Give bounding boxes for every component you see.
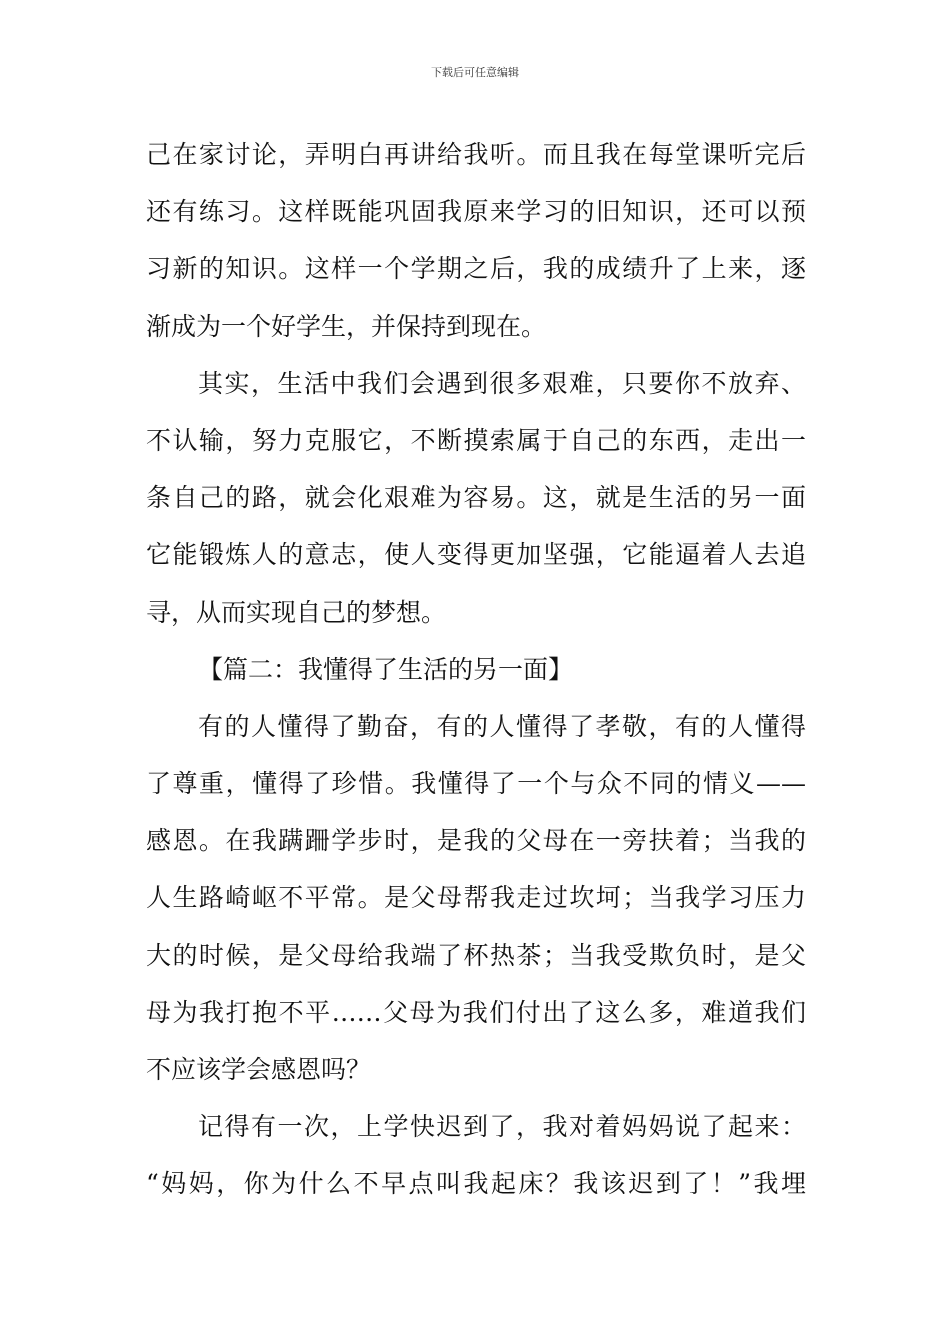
document-body <box>146 126 806 1213</box>
text-line: 大的时候，是父母给我端了杯热茶；当我受欺负时，是父 <box>146 940 806 970</box>
text-line: 寻，从而实现自己的梦想。 <box>146 597 447 627</box>
text-line: 母为我打抱不平……父母为我们付出了这么多，难道我们 <box>146 997 806 1027</box>
text-line: 它能锻炼人的意志，使人变得更加坚强，它能逼着人去追 <box>146 540 806 570</box>
text-line: 不认输，努力克服它，不断摸索属于自己的东西，走出一 <box>146 425 806 455</box>
text-line: 记得有一次，上学快迟到了，我对着妈妈说了起来： <box>198 1112 806 1142</box>
text-line: 人生路崎岖不平常。是父母帮我走过坎坷；当我学习压力 <box>146 883 806 913</box>
page-header: 下载后可任意编辑 <box>431 66 519 79</box>
text-line: 其实，生活中我们会遇到很多艰难，只要你不放弃、 <box>198 368 806 398</box>
text-line: “妈妈，你为什么不早点叫我起床？我该迟到了！”我埋 <box>146 1169 806 1199</box>
text-line: 渐成为一个好学生，并保持到现在。 <box>146 311 547 341</box>
text-line: 了尊重，懂得了珍惜。我懂得了一个与众不同的情义—— <box>146 769 806 799</box>
text-line: 己在家讨论，弄明白再讲给我听。而且我在每堂课听完后 <box>146 140 806 169</box>
text-line: 有的人懂得了勤奋，有的人懂得了孝敬，有的人懂得 <box>198 711 806 741</box>
text-line: 不应该学会感恩吗？ <box>146 1055 372 1084</box>
text-line: 感恩。在我蹒跚学步时，是我的父母在一旁扶着；当我的 <box>146 826 806 856</box>
section-heading: 【篇二：我懂得了生活的另一面】 <box>198 654 574 684</box>
text-line: 条自己的路，就会化艰难为容易。这，就是生活的另一面 <box>146 483 806 513</box>
text-line: 还有练习。这样既能巩固我原来学习的旧知识，还可以预 <box>146 197 806 227</box>
text-line: 习新的知识。这样一个学期之后，我的成绩升了上来，逐 <box>146 254 806 284</box>
